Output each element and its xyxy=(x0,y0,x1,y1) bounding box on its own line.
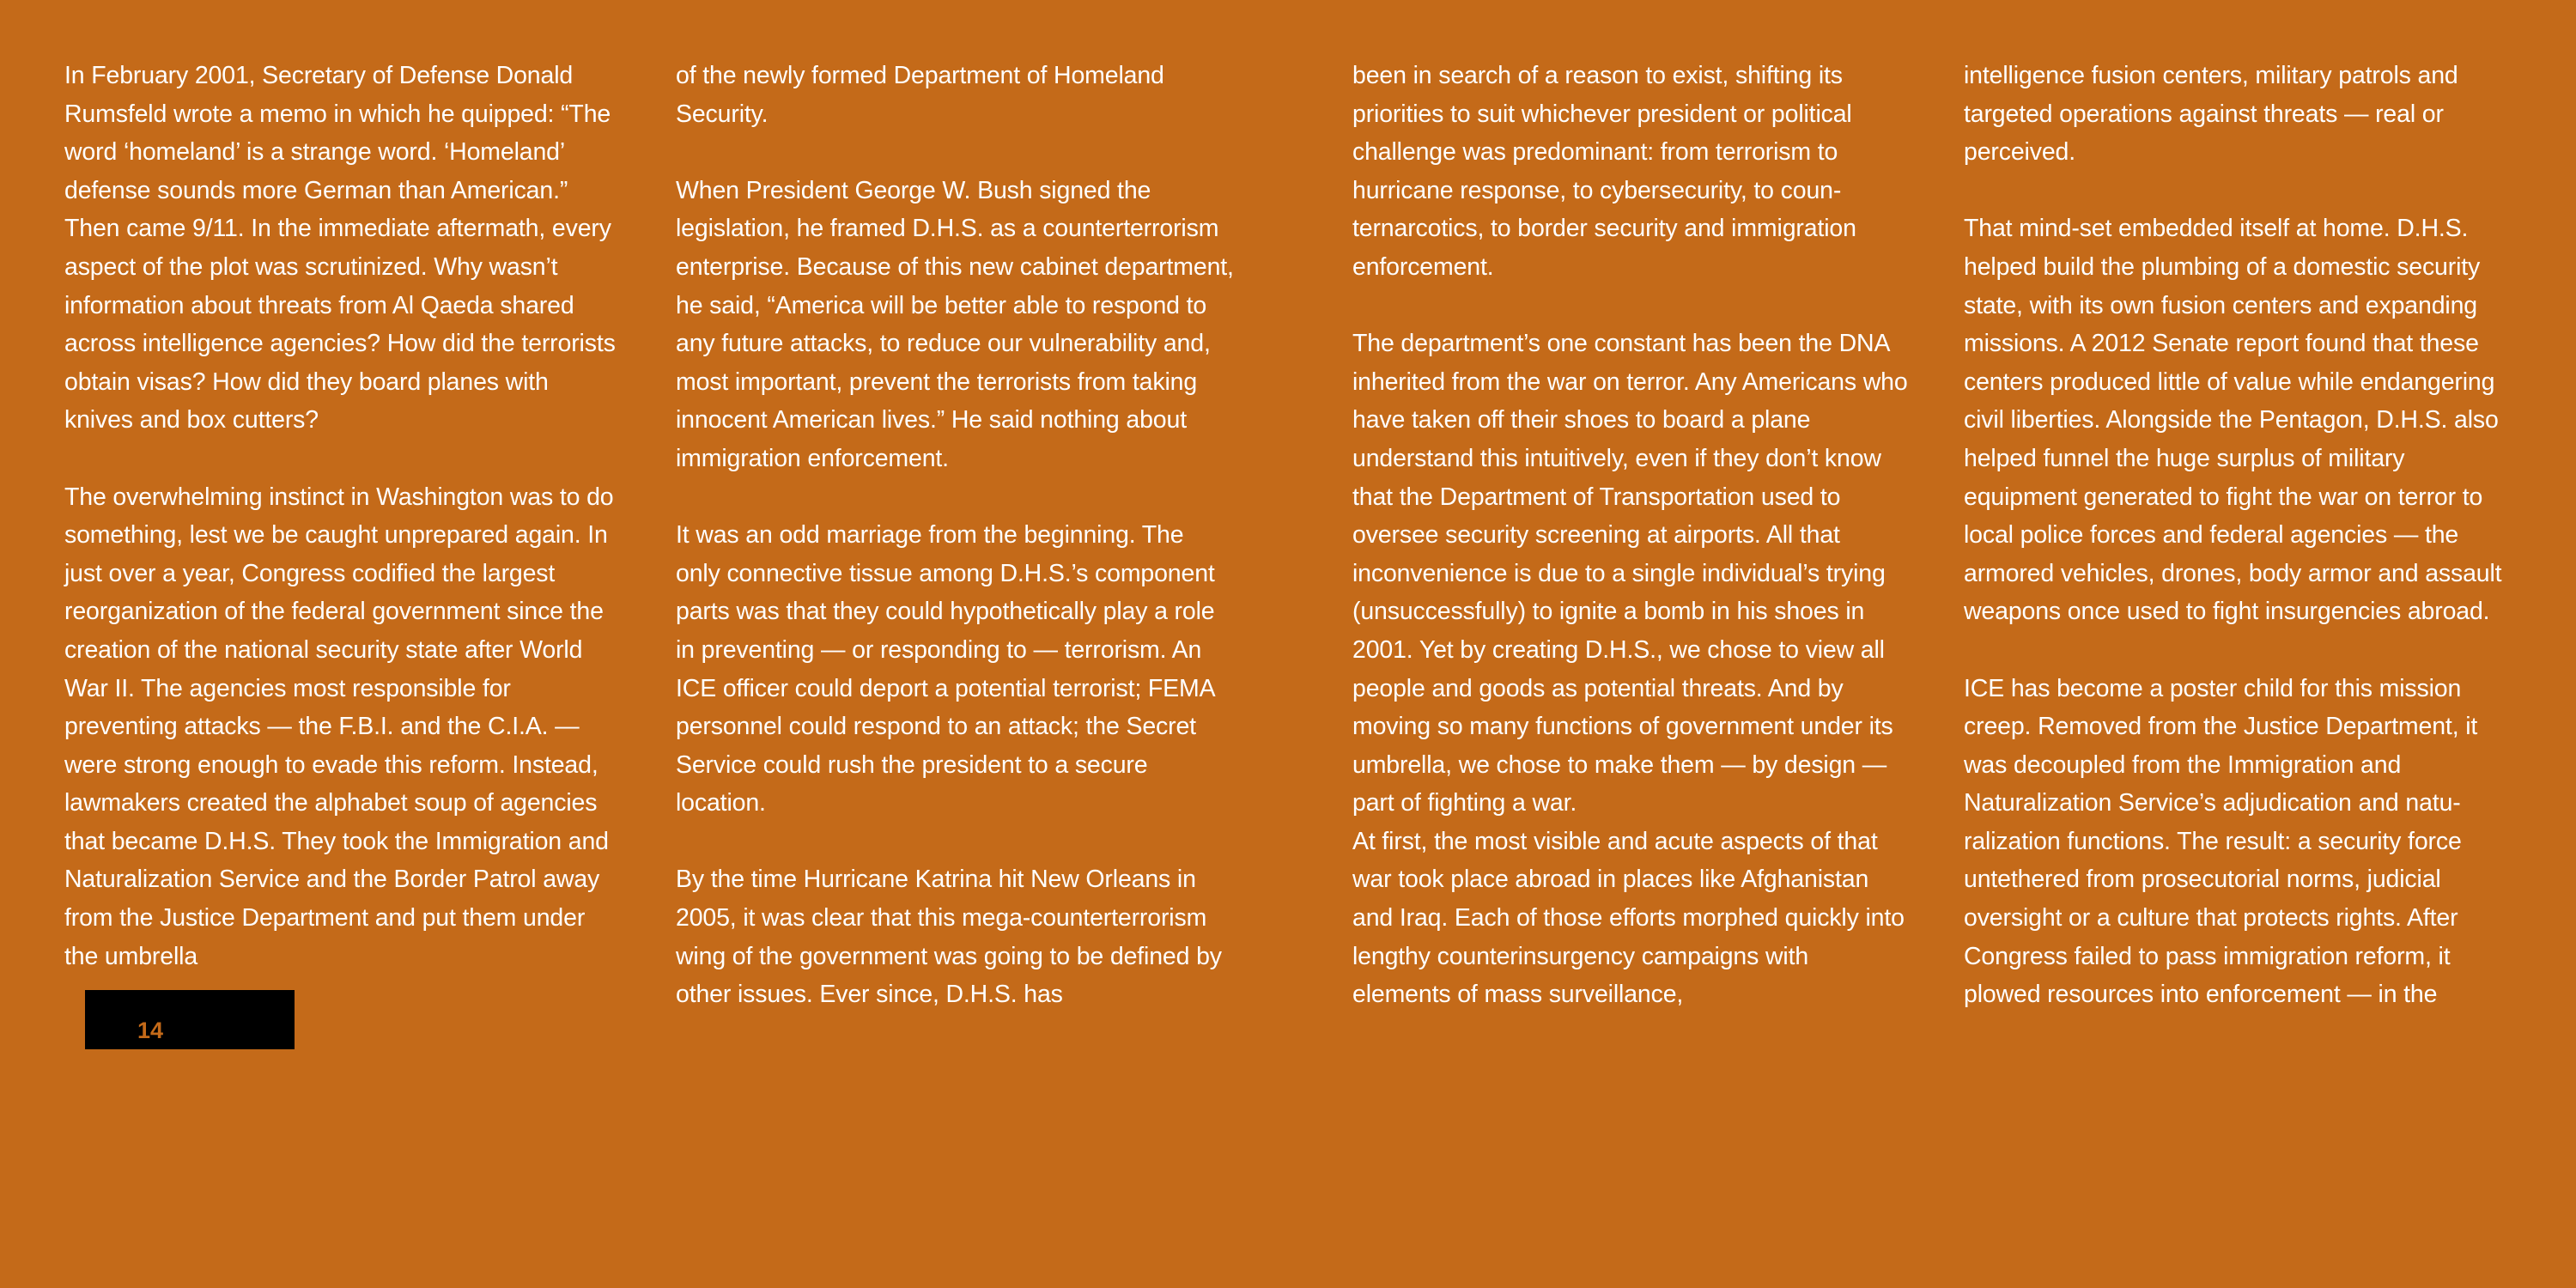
text-column-4 xyxy=(1964,57,2522,1052)
paragraph: By the time Hurricane Katrina hit New Orleans in 2005, it was clear that this mega-counterterrorism wing of the government was going to be defined by other issues. Ever since, D.H.S. has xyxy=(676,866,1222,1009)
page-number: 14 xyxy=(137,1018,164,1043)
text-column-1 xyxy=(64,57,623,1014)
paragraph: been in search of a reason to exist, shifting its priorities to suit whichever president or political challenge was predominant: from terrorism to hurricane response, to cybersecurity, to counternarcotics, to border security and immigration enforcement. xyxy=(1352,62,1856,281)
paragraph: In February 2001, Secretary of Defense Donald Rumsfeld wrote a memo in which he quipped: “The word ‘homeland’ is a strange word. ‘Homeland’ defense sounds more German than American.” Then came 9/11. In the immediate aftermath, every aspect of the plot was scrutinized. Why wasn’t information about threats from Al Qaeda shared across intelligence agencies? How did the terrorists obtain visas? How did they board planes with knives and box cutters? xyxy=(64,62,616,434)
paragraph: At first, the most visible and acute aspects of that war took place abroad in places like Afghanistan and Iraq. Each of those efforts morphed quickly into lengthy counterinsurgency campaigns with elements of mass surveillance, xyxy=(1352,827,1905,1009)
paragraph: The department’s one constant has been the DNA inherited from the war on terror. Any Americans who have taken off their shoes to board a plane understand this intuitively, even if they don’t know that the Department of Transportation used to oversee security screening at airports. All that inconvenience is due to a single individual’s trying (unsuccessfully) to ignite a bomb in his shoes in 2001. Yet by creating D.H.S., we chose to view all people and goods as potential threats. And by moving so many functions of government under its umbrella, we chose to make them — by design — part of fighting a war. xyxy=(1352,330,1908,817)
paragraph: The overwhelming instinct in Washington was to do something, lest we be caught unprepared again. In just over a year, Congress codified the largest reorganization of the federal government since the creation of the national security state after World War II. The agencies most responsible for preventing attacks — the F.B.I. and the C.I.A. — were strong enough to evade this reform. Instead, lawmakers created the alphabet soup of agencies that became D.H.S. They took the Immigration and Naturalization Service and the Border Patrol away from the Justice Department and put them under the umbrella xyxy=(64,483,614,970)
page-number-box xyxy=(85,990,295,1049)
text-column-3 xyxy=(1352,57,1911,1052)
text-column-2 xyxy=(676,57,1234,1052)
paragraph: That mind-set embedded itself at home. D.H.S. helped build the plumbing of a domestic security state, with its own fusion centers and expanding missions. A 2012 Senate report found that these centers produced little of value while endangering civil liberties. Alongside the Pentagon, D.H.S. also helped funnel the huge surplus of military equipment generated to fight the war on terror to local police forces and federal agencies — the armored vehicles, drones, body armor and assault weapons once used to fight insurgencies abroad. xyxy=(1964,215,2502,626)
paragraph: of the newly formed Department of Homeland Security. xyxy=(676,62,1164,128)
paragraph: ICE has become a poster child for this mission creep. Removed from the Justice Department, it was decoupled from the Immigration and Naturalization Service’s adjudication and naturalization functions. The result: a security force untethered from prosecutorial norms, judicial oversight or a culture that protects rights. After Congress failed to pass immigration reform, it plowed resources into enforcement — in the xyxy=(1964,674,2478,1009)
paragraph: intelligence fusion centers, military patrols and targeted operations against threats — real or perceived. xyxy=(1964,62,2458,167)
paragraph: It was an odd marriage from the beginning. The only connective tissue among D.H.S.’s component parts was that they could hypothetically play a role in preventing — or responding to — terrorism. An ICE officer could deport a potential terrorist; FEMA personnel could respond to an attack; the Secret Service could rush the president to a secure location. xyxy=(676,521,1215,817)
paragraph: When President George W. Bush signed the legislation, he framed D.H.S. as a counterterrorism enterprise. Because of this new cabinet department, he said, “America will be better able to respond to any future attacks, to reduce our vulnerability and, most important, prevent the terrorists from taking innocent American lives.” He said nothing about immigration enforcement. xyxy=(676,176,1234,472)
